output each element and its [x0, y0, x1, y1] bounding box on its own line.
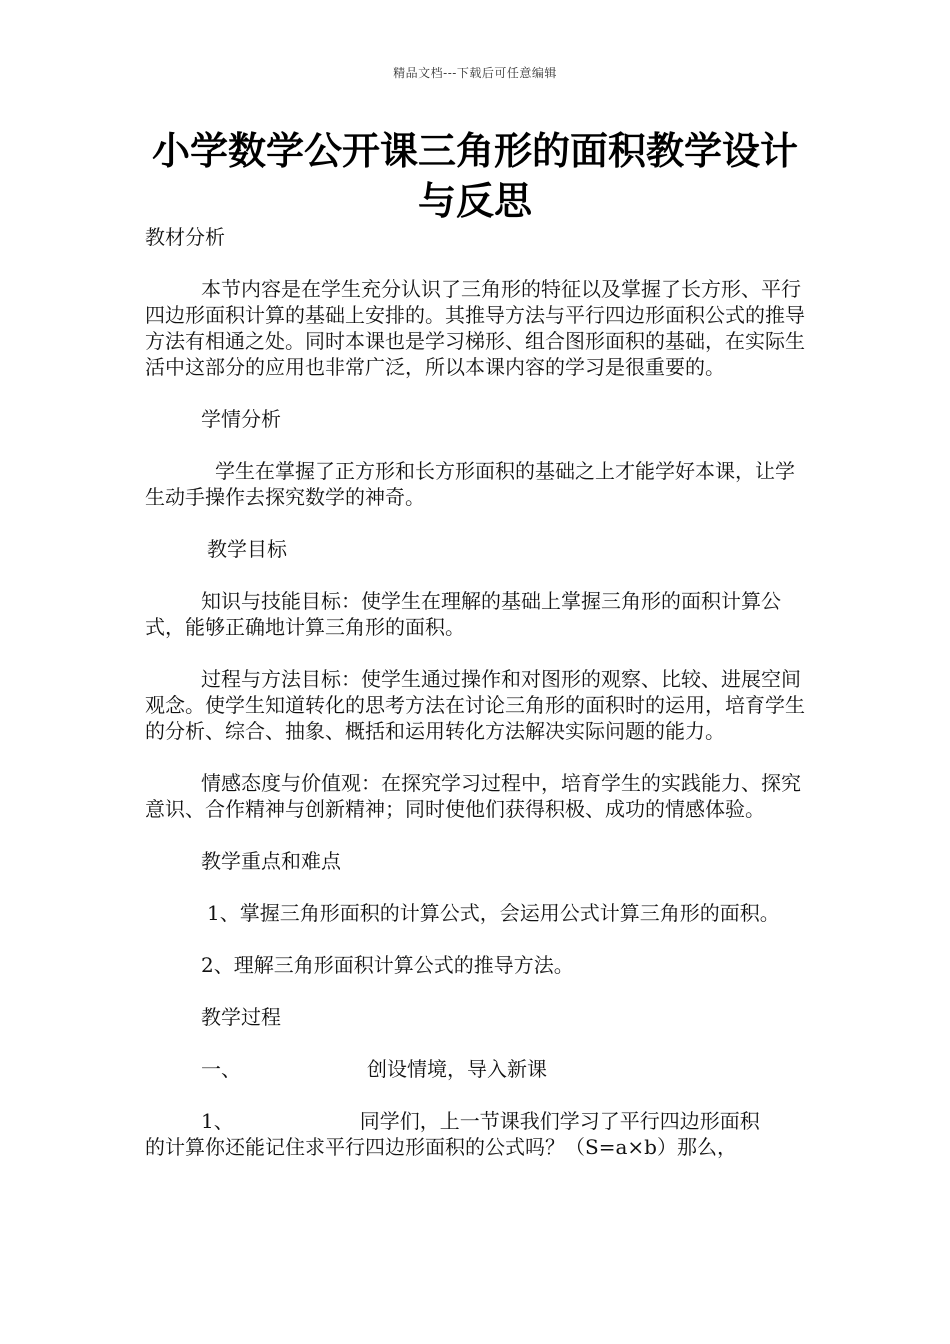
heading-goals: 教学目标: [207, 537, 287, 561]
item-1-continued: 的计算你还能记住求平行四边形面积的公式吗？（S=a×b）那么，: [145, 1135, 737, 1159]
paragraph-key-2: 2、理解三角形面积计算公式的推导方法。: [201, 953, 574, 977]
paragraph-goal-emotion: 情感态度与价值观：在探究学习过程中，培育学生的实践能力、探究意识、合作精神与创新精神；同时使他们获得积极、成功的情感体验。: [145, 771, 801, 821]
paragraph-materials: 本节内容是在学生充分认识了三角形的特征以及掌握了长方形、平行四边形面积计算的基础上安排的。其推导方法与平行四边形面积公式的推导方法有相通之处。同时本课也是学习梯形、组合图形面积的基础，在实际生活中这部分的应用也非常广泛，所以本课内容的学习是很重要的。: [145, 277, 805, 379]
step-1-text: 创设情境，导入新课: [367, 1057, 547, 1081]
page-header: 精品文档---下载后可任意编辑: [393, 66, 557, 80]
heading-key-points: 教学重点和难点: [201, 849, 341, 873]
paragraph-goal-knowledge: 知识与技能目标：使学生在理解的基础上掌握三角形的面积计算公式，能够正确地计算三角形的面积。: [145, 589, 781, 639]
heading-materials: 教材分析: [145, 225, 225, 249]
title-line-1: 小学数学公开课三角形的面积教学设计: [151, 128, 798, 173]
heading-students: 学情分析: [201, 407, 281, 431]
item-1-number: 1、: [201, 1109, 234, 1133]
heading-process: 教学过程: [201, 1005, 281, 1029]
document-body: [145, 224, 810, 1160]
step-1-number: 一、: [201, 1057, 241, 1081]
step-1: [145, 1056, 810, 1082]
document-title: [140, 126, 810, 226]
item-1-text-a: 同学们，上一节课我们学习了平行四边形面积: [359, 1109, 760, 1133]
title-line-2: 与反思: [417, 178, 532, 223]
paragraph-goal-process: 过程与方法目标：使学生通过操作和对图形的观察、比较、进展空间观念。使学生知道转化的思考方法在讨论三角形的面积时的运用，培育学生的分析、综合、抽象、概括和运用转化方法解决实际问题的能力。: [145, 667, 805, 743]
paragraph-key-1: 1、掌握三角形面积的计算公式，会运用公式计算三角形的面积。: [207, 901, 780, 925]
paragraph-students: 学生在掌握了正方形和长方形面积的基础之上才能学好本课，让学生动手操作去探究数学的神奇。: [145, 459, 795, 509]
item-1: [145, 1108, 810, 1134]
